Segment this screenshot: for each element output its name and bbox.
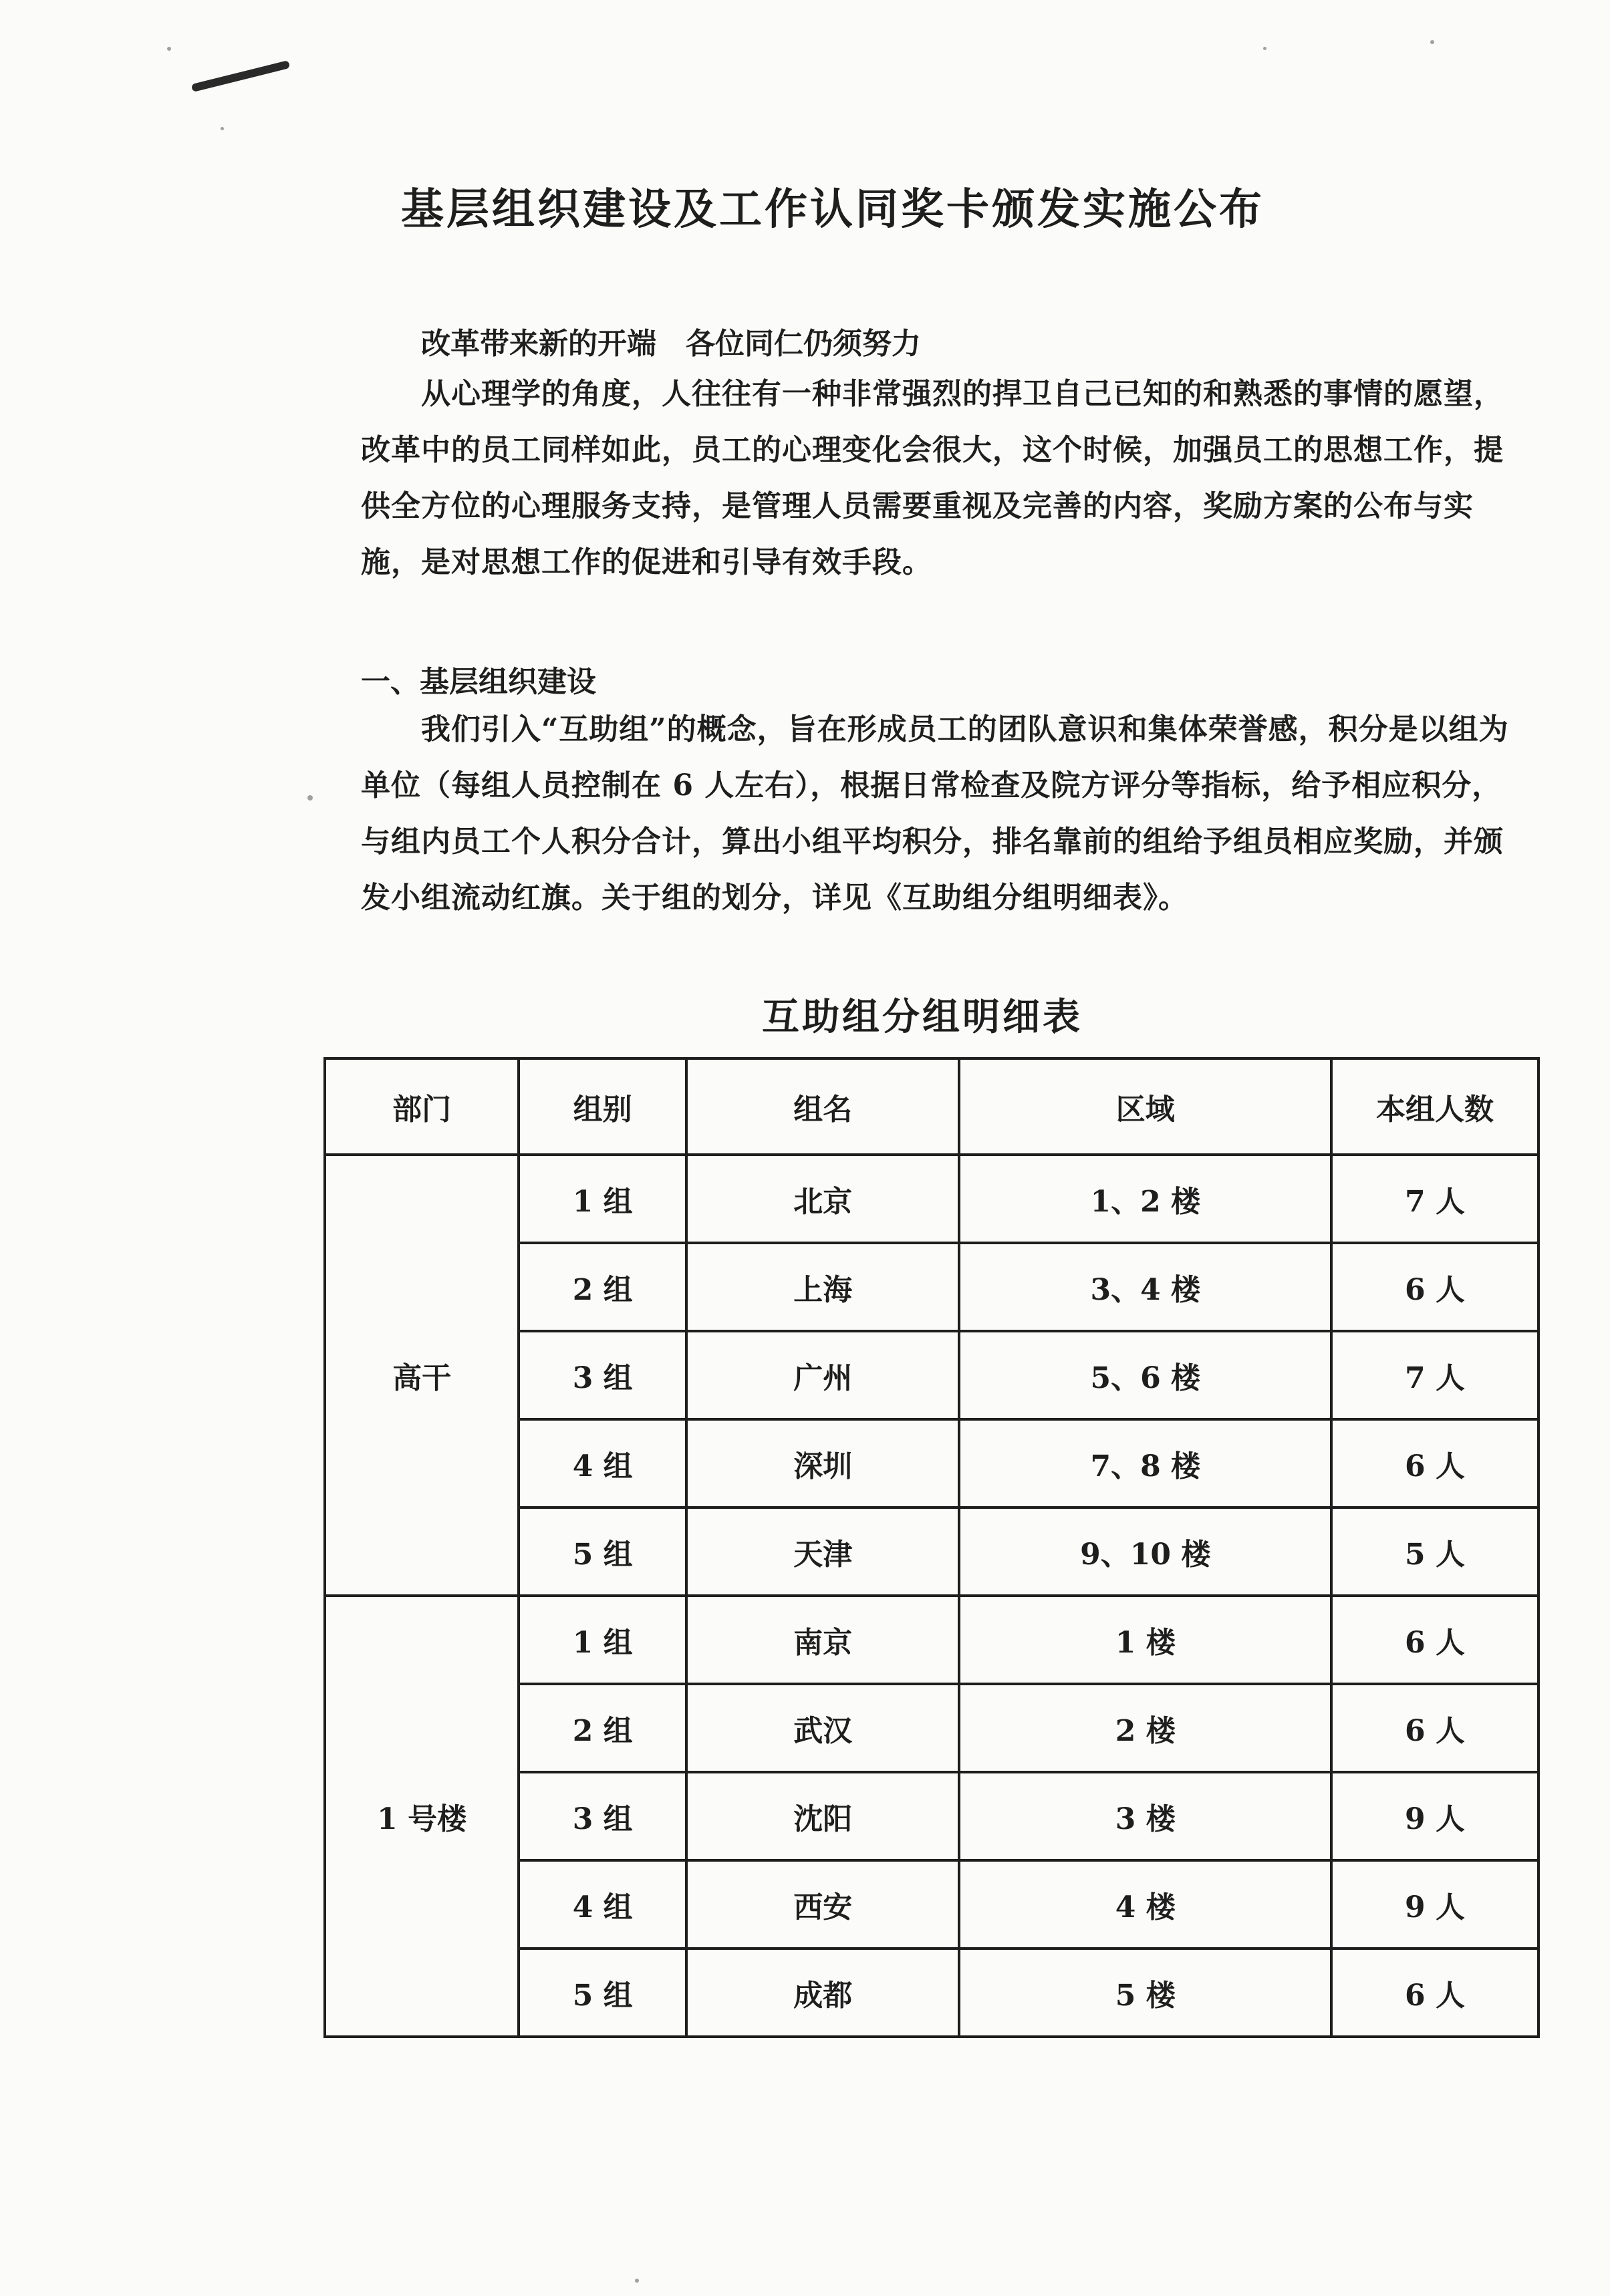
group-name-cell: 深圳 [686, 1419, 959, 1508]
group-cell: 1 组 [519, 1596, 686, 1684]
scan-speck [221, 127, 224, 130]
group-cell: 3 组 [519, 1331, 686, 1419]
department-cell: 1 号楼 [325, 1596, 519, 2037]
table-header-row [325, 1058, 1538, 1155]
area-cell: 2 楼 [959, 1684, 1331, 1772]
scan-speck [1430, 40, 1434, 44]
header-headcount: 本组人数 [1331, 1058, 1538, 1155]
area-cell: 5 楼 [959, 1949, 1331, 2037]
area-cell: 3 楼 [959, 1772, 1331, 1860]
group-table [323, 1057, 1540, 2038]
area-cell: 5、6 楼 [959, 1331, 1331, 1419]
group-cell: 5 组 [519, 1949, 686, 2037]
headcount-cell: 9 人 [1331, 1860, 1538, 1949]
header-area: 区域 [959, 1058, 1331, 1155]
headcount-cell: 7 人 [1331, 1331, 1538, 1419]
area-cell: 4 楼 [959, 1860, 1331, 1949]
area-cell: 9、10 楼 [959, 1508, 1331, 1596]
group-cell: 3 组 [519, 1772, 686, 1860]
group-cell: 4 组 [519, 1860, 686, 1949]
scan-speck [307, 795, 313, 801]
headcount-cell: 9 人 [1331, 1772, 1538, 1860]
slogan: 改革带来新的开端 各位同仁仍须努力 [421, 327, 921, 361]
group-cell: 5 组 [519, 1508, 686, 1596]
staple-mark [191, 60, 290, 92]
group-cell: 1 组 [519, 1155, 686, 1243]
group-name-cell: 西安 [686, 1860, 959, 1949]
group-name-cell: 天津 [686, 1508, 959, 1596]
headcount-cell: 6 人 [1331, 1949, 1538, 2037]
group-name-cell: 南京 [686, 1596, 959, 1684]
group-cell: 4 组 [519, 1419, 686, 1508]
group-name-cell: 上海 [686, 1243, 959, 1331]
area-cell: 1 楼 [959, 1596, 1331, 1684]
header-department: 部门 [325, 1058, 519, 1155]
document-title: 基层组织建设及工作认同奖卡颁发实施公布 [401, 184, 1264, 235]
group-cell: 2 组 [519, 1243, 686, 1331]
group-name-cell: 广州 [686, 1331, 959, 1419]
scan-speck [635, 2279, 639, 2283]
section-paragraph-text: 我们引入“互助组”的概念，旨在形成员工的团队意识和集体荣誉感，积分是以组为单位（每组人员控制在 6 人左右），根据日常检查及院方评分等指标，给予相应积分，与组内员工个人积分合计，算出小组平均积分，排名靠前的组给予组员相应奖励，并颁发小组流动红旗。关于组的划分，详见《互助组分组明细表》。 [361, 712, 1509, 915]
section-paragraph [361, 702, 1517, 926]
intro-paragraph-text: 从心理学的角度，人往往有一种非常强烈的捍卫自己已知的和熟悉的事情的愿望，改革中的员工同样如此，员工的心理变化会很大，这个时候，加强员工的思想工作，提供全方位的心理服务支持，是管理人员需要重视及完善的内容，奖励方案的公布与实施，是对思想工作的促进和引导有效手段。 [361, 377, 1504, 579]
area-cell: 7、8 楼 [959, 1419, 1331, 1508]
group-name-cell: 成都 [686, 1949, 959, 2037]
headcount-cell: 7 人 [1331, 1155, 1538, 1243]
headcount-cell: 6 人 [1331, 1596, 1538, 1684]
table-row [325, 1155, 1538, 1243]
group-name-cell: 沈阳 [686, 1772, 959, 1860]
table-row [325, 1596, 1538, 1684]
area-cell: 1、2 楼 [959, 1155, 1331, 1243]
group-cell: 2 组 [519, 1684, 686, 1772]
section-title: 一、基层组织建设 [361, 665, 596, 699]
header-group-name: 组名 [686, 1058, 959, 1155]
headcount-cell: 6 人 [1331, 1419, 1538, 1508]
headcount-cell: 6 人 [1331, 1684, 1538, 1772]
group-name-cell: 北京 [686, 1155, 959, 1243]
group-name-cell: 武汉 [686, 1684, 959, 1772]
intro-paragraph [361, 366, 1517, 591]
scan-speck [1263, 47, 1266, 50]
headcount-cell: 6 人 [1331, 1243, 1538, 1331]
area-cell: 3、4 楼 [959, 1243, 1331, 1331]
headcount-cell: 5 人 [1331, 1508, 1538, 1596]
table-title: 互助组分组明细表 [762, 995, 1083, 1039]
header-group: 组别 [519, 1058, 686, 1155]
scan-speck [167, 47, 171, 51]
department-cell: 高干 [325, 1155, 519, 1596]
